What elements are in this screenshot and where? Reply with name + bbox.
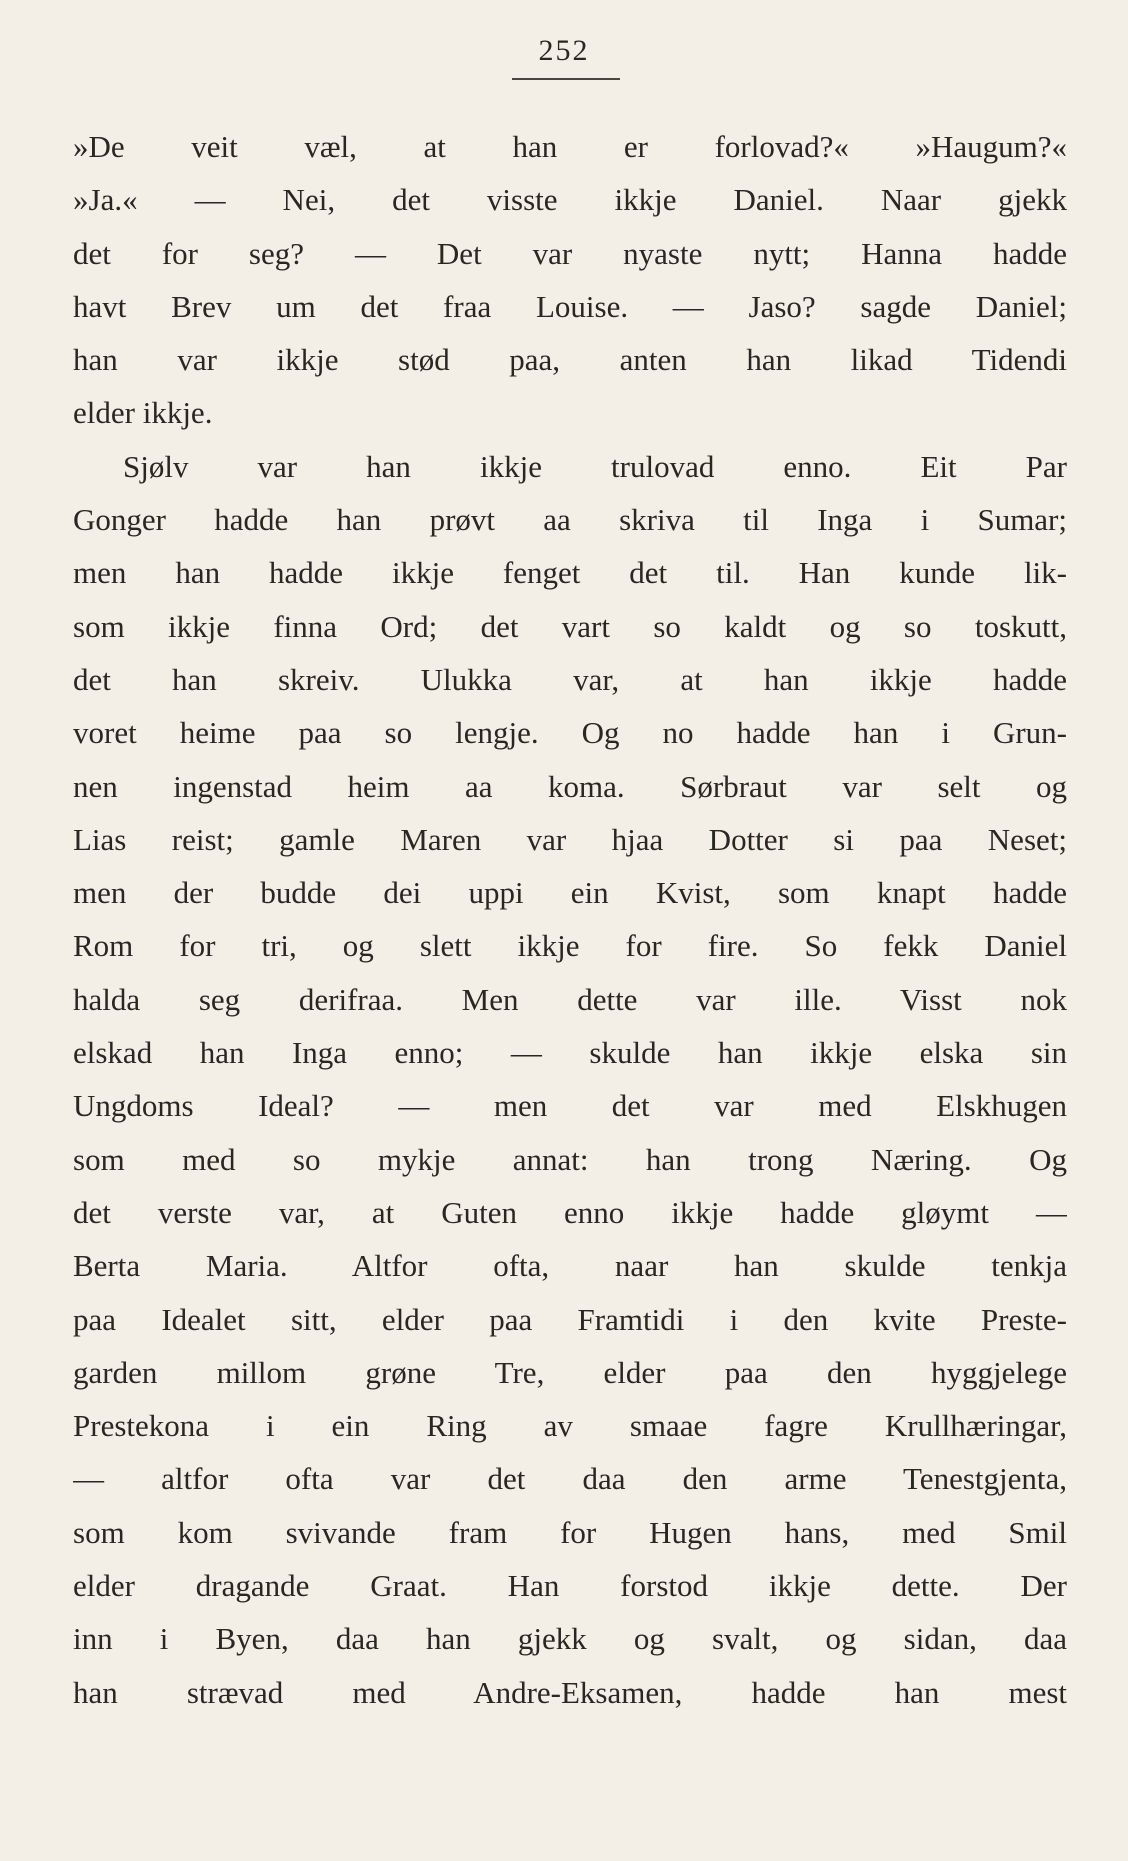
text-line: som kom svivande fram for Hugen hans, med Smil xyxy=(73,1514,1067,1550)
text-line: men der budde dei uppi ein Kvist, som knapt hadde xyxy=(73,875,1067,911)
text-line: det verste var, at Guten enno ikkje hadde gløymt — xyxy=(73,1194,1067,1230)
text-line: men han hadde ikkje fenget det til. Han kunde lik- xyxy=(73,555,1067,591)
text-line: Prestekona i ein Ring av smaae fagre Krullhæringar, xyxy=(73,1408,1067,1444)
text-line: halda seg derifraa. Men dette var ille. Visst nok xyxy=(73,981,1067,1017)
text-line: Berta Maria. Altfor ofta, naar han skulde tenkja xyxy=(73,1248,1067,1284)
text-line: inn i Byen, daa han gjekk og svalt, og sidan, daa xyxy=(73,1621,1067,1657)
text-line: det han skreiv. Ulukka var, at han ikkje hadde xyxy=(73,661,1067,697)
text-line: elder ikkje. xyxy=(73,395,213,431)
text-line: nen ingenstad heim aa koma. Sørbraut var selt og xyxy=(73,768,1067,804)
text-line: »De veit væl, at han er forlovad?« »Haugum?« xyxy=(73,129,1067,164)
page-number: 252 xyxy=(538,34,590,67)
text-line: som med so mykje annat: han trong Næring. Og xyxy=(73,1141,1067,1177)
text-line: elder dragande Graat. Han forstod ikkje dette. Der xyxy=(73,1568,1067,1604)
text-line: Sjølv var han ikkje trulovad enno. Eit Par xyxy=(123,448,1067,484)
text-line: han strævad med Andre-Eksamen, hadde han mest xyxy=(73,1674,1067,1710)
header-rule xyxy=(512,78,620,80)
text-line: havt Brev um det fraa Louise. — Jaso? sagde Daniel; xyxy=(73,288,1067,324)
body-text xyxy=(73,120,1067,1719)
text-line: han var ikkje stød paa, anten han likad Tidendi xyxy=(73,342,1067,378)
text-line: som ikkje finna Ord; det vart so kaldt og so toskutt, xyxy=(73,608,1067,644)
text-line: garden millom grøne Tre, elder paa den hyggjelege xyxy=(73,1354,1067,1390)
text-line: elskad han Inga enno; — skulde han ikkje elska sin xyxy=(73,1035,1067,1071)
text-line: paa Idealet sitt, elder paa Framtidi i den kvite Preste- xyxy=(73,1301,1067,1337)
text-line: Ungdoms Ideal? — men det var med Elskhugen xyxy=(73,1088,1067,1124)
text-line: — altfor ofta var det daa den arme Tenestgjenta, xyxy=(73,1461,1067,1497)
text-line: Rom for tri, og slett ikkje for fire. So fekk Daniel xyxy=(73,928,1067,964)
text-line: voret heime paa so lengje. Og no hadde han i Grun- xyxy=(73,715,1067,751)
text-line: det for seg? — Det var nyaste nytt; Hanna hadde xyxy=(73,235,1067,271)
text-line: »Ja.« — Nei, det visste ikkje Daniel. Naar gjekk xyxy=(73,182,1067,218)
text-line: Gonger hadde han prøvt aa skriva til Inga i Sumar; xyxy=(73,502,1067,538)
text-line: Lias reist; gamle Maren var hjaa Dotter si paa Neset; xyxy=(73,821,1067,857)
